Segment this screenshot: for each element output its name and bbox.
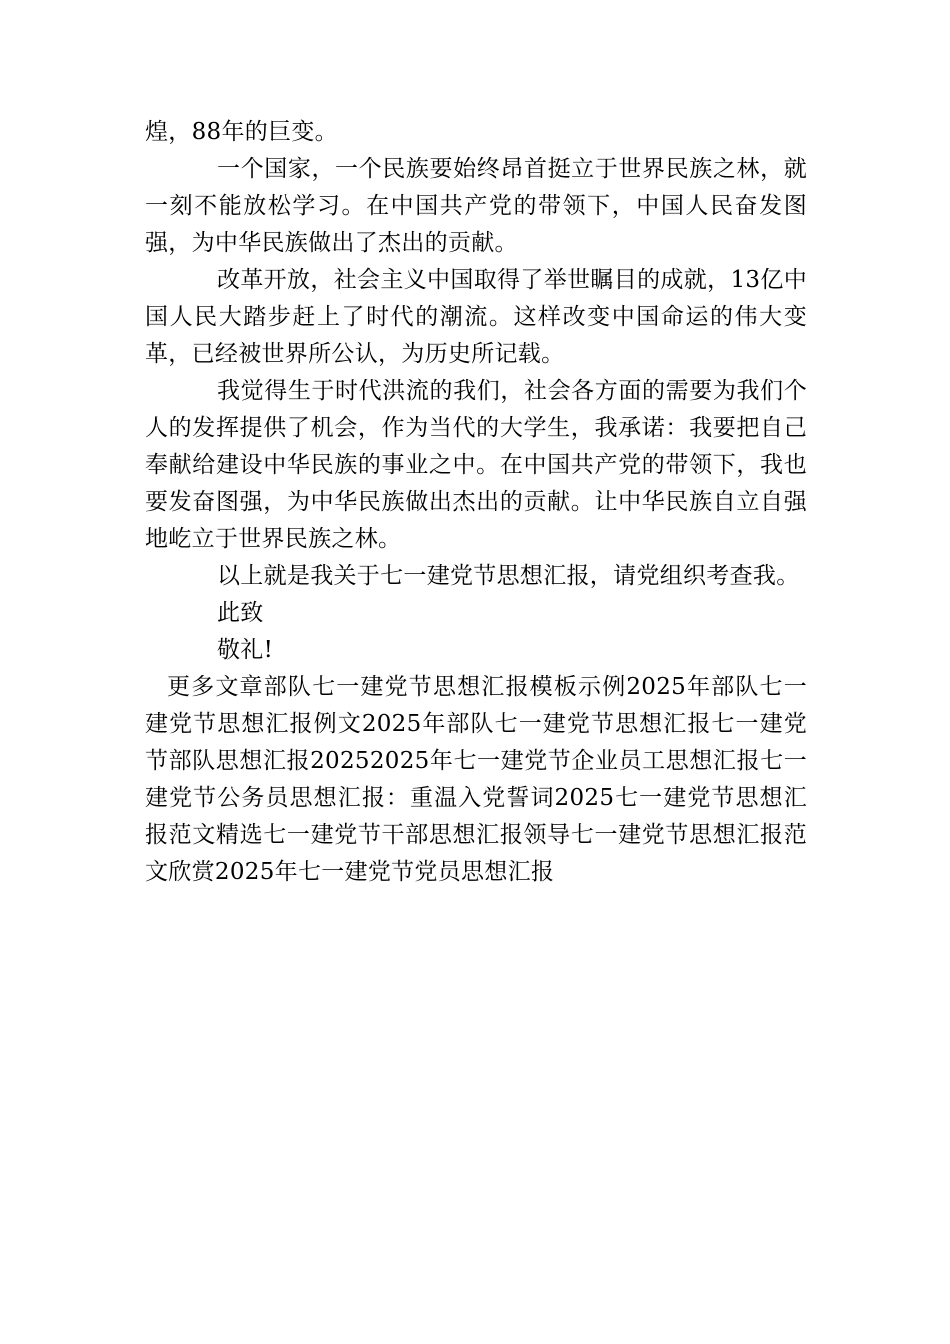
paragraph-continuation: 煌，88年的巨变。 [145, 119, 338, 145]
paragraph-conclusion: 以上就是我关于七一建党节思想汇报，请党组织考查我。 [217, 563, 800, 589]
more-articles-links[interactable]: 更多文章部队七一建党节思想汇报模板示例2025年部队七一建党节思想汇报例文2025年部队七一建党节思想汇报七一建党节部队思想汇报20252025年七一建党节企业员工思想汇报七一建党节公务员思想汇报：重温入党誓词2025七一建党节思想汇报范文精选七一建党节干部思想汇报领导七一建党节思想汇报范文欣赏2025年七一建党节党员思想汇报 [145, 674, 807, 885]
document-body [145, 114, 807, 891]
paragraph-commitment: 我觉得生于时代洪流的我们，社会各方面的需要为我们个人的发挥提供了机会，作为当代的大学生，我承诺：我要把自己奉献给建设中华民族的事业之中。在中国共产党的带领下，我也要发奋图强，为中华民族做出杰出的贡献。让中华民族自立自强地屹立于世界民族之林。 [145, 378, 807, 552]
closing-salutation: 此致 [217, 600, 264, 626]
closing-regards: 敬礼! [217, 637, 274, 663]
paragraph-study: 一个国家，一个民族要始终昂首挺立于世界民族之林，就一刻不能放松学习。在中国共产党的带领下，中国人民奋发图强，为中华民族做出了杰出的贡献。 [145, 156, 807, 256]
paragraph-reform: 改革开放，社会主义中国取得了举世瞩目的成就，13亿中国人民大踏步赶上了时代的潮流。这样改变中国命运的伟大变革，已经被世界所公认，为历史所记载。 [145, 267, 807, 367]
